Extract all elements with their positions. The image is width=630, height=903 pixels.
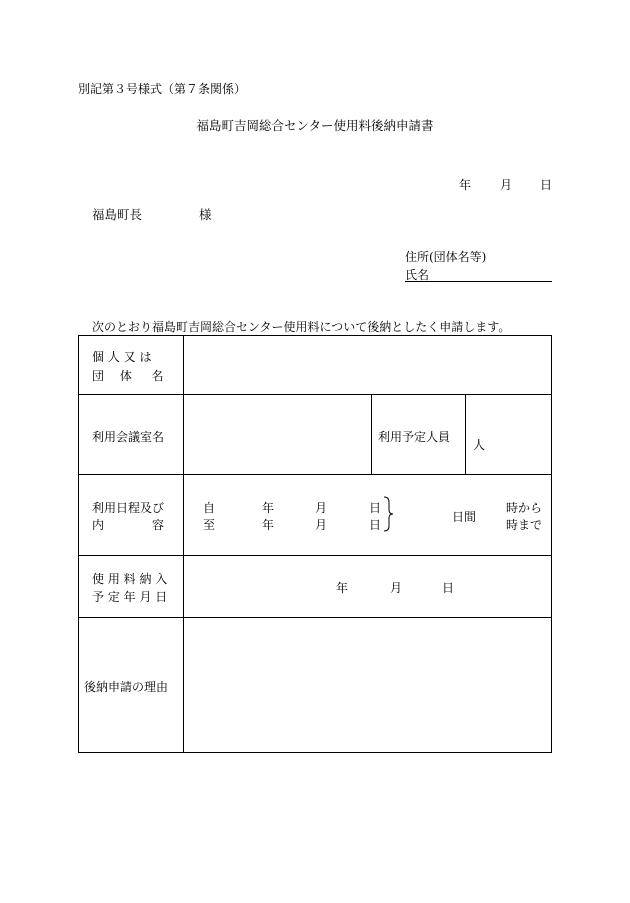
schedule-days: 日間 xyxy=(452,510,477,524)
intro-text: 次のとおり福島町吉岡総合センター使用料について後納としたく申請します。 xyxy=(92,320,511,334)
individual-or-group-label-line2: 団 体 名 xyxy=(92,369,164,383)
individual-or-group-label-line1: 個 人 又 は xyxy=(92,350,152,364)
meeting-room-label: 利用会議室名 xyxy=(92,430,165,444)
table-row-divider-1 xyxy=(78,394,552,395)
schedule-to: 至 xyxy=(203,518,216,532)
addressee-honorific: 様 xyxy=(199,207,212,222)
address-label: 住所(団体名等) xyxy=(405,250,487,264)
deferred-reason-field[interactable] xyxy=(186,620,549,750)
schedule-from-year: 年 xyxy=(262,501,275,515)
schedule-from-time: 時から xyxy=(506,501,543,515)
addressee-name: 福島町長 xyxy=(92,207,143,222)
individual-or-group-field[interactable] xyxy=(186,337,549,392)
schedule-to-month: 月 xyxy=(315,518,328,532)
date-month: 月 xyxy=(500,178,513,192)
table-row-divider-2 xyxy=(78,474,552,475)
people-label-divider-right xyxy=(465,394,466,474)
date-year: 年 xyxy=(459,178,472,192)
attendees-unit: 人 xyxy=(473,438,486,452)
table-border-bottom xyxy=(78,752,552,753)
name-underline xyxy=(405,281,552,282)
payment-date-label-line2: 予 定 年 月 日 xyxy=(92,590,168,604)
schedule-from-day: 日 xyxy=(369,501,382,515)
deferred-reason-label: 後納申請の理由 xyxy=(84,680,169,694)
meeting-room-field[interactable] xyxy=(186,397,369,472)
document-title: 福島町吉岡総合センター使用料後納申請書 xyxy=(196,118,434,133)
table-border-left xyxy=(78,335,79,753)
form-number: 別記第３号様式（第７条関係） xyxy=(78,82,247,96)
table-row-divider-4 xyxy=(78,617,552,618)
payment-month: 月 xyxy=(390,581,403,595)
name-label: 氏名 xyxy=(405,268,430,282)
schedule-label-line1: 利用日程及び xyxy=(92,501,165,515)
people-label-divider-left xyxy=(371,394,372,474)
schedule-to-time: 時まで xyxy=(506,518,543,532)
payment-year: 年 xyxy=(336,581,349,595)
schedule-from-month: 月 xyxy=(315,501,328,515)
table-label-divider xyxy=(183,335,184,753)
payment-day: 日 xyxy=(442,581,455,595)
schedule-label-line2: 内 容 xyxy=(92,518,165,532)
date-day: 日 xyxy=(540,178,553,192)
schedule-to-year: 年 xyxy=(262,518,275,532)
table-border-top xyxy=(78,335,552,336)
schedule-brace-icon xyxy=(382,496,394,532)
schedule-from: 自 xyxy=(203,501,216,515)
payment-date-label-line1: 使 用 料 納 入 xyxy=(92,572,168,586)
table-border-right xyxy=(551,335,552,753)
table-row-divider-3 xyxy=(78,555,552,556)
planned-attendees-label: 利用予定人員 xyxy=(378,430,451,444)
schedule-to-day: 日 xyxy=(369,518,382,532)
